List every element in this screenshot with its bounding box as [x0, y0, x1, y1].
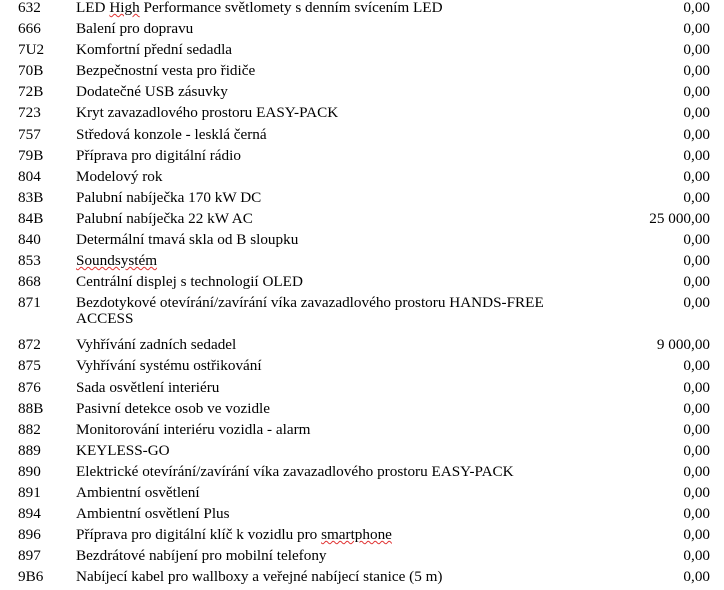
- option-description: [76, 211, 598, 232]
- option-price: 0,00: [683, 125, 710, 143]
- option-description: [76, 84, 598, 105]
- table-row: [18, 295, 710, 337]
- description-post: Performance světlomety s denním svícením LED: [139, 0, 443, 16]
- option-price: 0,00: [683, 294, 710, 312]
- option-description-text: [76, 42, 598, 58]
- description-pre: Příprava pro digitální klíč k vozidlu pro: [76, 526, 322, 544]
- option-description: [76, 548, 598, 569]
- option-price: 0,00: [683, 568, 710, 586]
- vehicle-options-table: [18, 0, 710, 590]
- option-code: 890: [18, 462, 41, 480]
- option-description: [76, 506, 598, 527]
- option-description: [76, 274, 598, 295]
- options-table-body: [18, 0, 710, 590]
- option-description-text: [76, 443, 598, 459]
- option-description: [76, 105, 598, 126]
- option-description: [76, 569, 598, 590]
- option-description: [76, 485, 598, 506]
- spellcheck-marked-word: High: [109, 0, 140, 16]
- option-price: 0,00: [683, 231, 710, 249]
- table-row: [18, 548, 710, 569]
- table-row: [18, 253, 710, 274]
- spellcheck-marked-word: smartphone: [321, 526, 392, 544]
- description-pre: Vyhřívání systému ostřikování: [76, 357, 262, 375]
- option-code: 840: [18, 231, 41, 249]
- table-row: [18, 464, 710, 485]
- description-pre: KEYLESS-GO: [76, 441, 170, 459]
- option-code: 871: [18, 294, 41, 312]
- description-pre: Bezpečnostní vesta pro řidiče: [76, 62, 256, 80]
- option-description: [76, 443, 598, 464]
- table-row: [18, 401, 710, 422]
- option-code: 882: [18, 420, 41, 438]
- description-pre: Palubní nabíječka 170 kW DC: [76, 188, 262, 206]
- option-description-text: [76, 506, 598, 522]
- option-description-text: [76, 527, 598, 543]
- option-price: 0,00: [683, 62, 710, 80]
- table-row: [18, 190, 710, 211]
- option-price: 0,00: [683, 104, 710, 122]
- option-description-text: [76, 380, 598, 396]
- option-description: [76, 42, 598, 63]
- description-pre: Kryt zavazadlového prostoru EASY-PACK: [76, 104, 339, 122]
- option-price: 25 000,00: [649, 209, 710, 227]
- option-code: 83B: [18, 188, 44, 206]
- description-pre: Centrální displej s technologií OLED: [76, 273, 303, 291]
- option-description: [76, 295, 598, 337]
- option-price: 0,00: [683, 357, 710, 375]
- option-price: 0,00: [683, 547, 710, 565]
- option-price: 0,00: [683, 146, 710, 164]
- option-code: 72B: [18, 83, 44, 101]
- description-pre: Příprava pro digitální rádio: [76, 146, 241, 164]
- table-row: [18, 42, 710, 63]
- option-description: [76, 169, 598, 190]
- option-description: [76, 0, 598, 21]
- option-description: [76, 63, 598, 84]
- option-code: 666: [18, 20, 41, 38]
- option-price: 0,00: [683, 41, 710, 59]
- option-description: [76, 232, 598, 253]
- spellcheck-marked-word: Soundsystém: [76, 252, 158, 270]
- description-pre: Balení pro dopravu: [76, 20, 194, 38]
- option-code: 88B: [18, 399, 44, 417]
- table-row: [18, 569, 710, 590]
- option-description: [76, 21, 598, 42]
- option-price: 0,00: [683, 505, 710, 523]
- description-pre: Pasivní detekce osob ve vozidle: [76, 399, 271, 417]
- option-price: 0,00: [683, 399, 710, 417]
- option-description-text: [76, 63, 598, 79]
- option-price: 0,00: [683, 0, 710, 16]
- option-description-text: [76, 232, 598, 248]
- option-description-text: [76, 84, 598, 100]
- option-description-text: [76, 422, 598, 438]
- description-pre: Elektrické otevírání/zavírání víka zavazadlového prostoru EASY-PACK: [76, 462, 514, 480]
- table-row: [18, 232, 710, 253]
- option-price: 0,00: [683, 378, 710, 396]
- description-pre: Nabíjecí kabel pro wallboxy a veřejné nabíjecí stanice (5 m): [76, 568, 443, 586]
- option-price: 0,00: [683, 483, 710, 501]
- option-description-text: [76, 485, 598, 501]
- table-row: [18, 358, 710, 379]
- option-price: 0,00: [683, 273, 710, 291]
- option-description-text: [76, 21, 598, 37]
- table-row: [18, 380, 710, 401]
- option-code: 894: [18, 505, 41, 523]
- option-description-text: [76, 548, 598, 564]
- option-description-text: [76, 569, 598, 585]
- table-row: [18, 169, 710, 190]
- option-description: [76, 527, 598, 548]
- table-row: [18, 506, 710, 527]
- description-pre: Bezdotykové otevírání/zavírání víka zavazadlového prostoru HANDS-FREE ACCESS: [76, 294, 544, 327]
- option-code: 723: [18, 104, 41, 122]
- option-code: 876: [18, 378, 41, 396]
- option-code: 84B: [18, 209, 44, 227]
- table-row: [18, 127, 710, 148]
- option-code: 897: [18, 547, 41, 565]
- option-code: 853: [18, 252, 41, 270]
- description-pre: LED: [76, 0, 110, 16]
- table-row: [18, 105, 710, 126]
- table-row: [18, 84, 710, 105]
- table-row: [18, 527, 710, 548]
- option-code: 632: [18, 0, 41, 16]
- table-row: [18, 148, 710, 169]
- description-pre: Ambientní osvětlení Plus: [76, 505, 230, 523]
- option-code: 804: [18, 167, 41, 185]
- table-row: [18, 63, 710, 84]
- option-description: [76, 422, 598, 443]
- option-code: 872: [18, 336, 41, 354]
- option-price: 0,00: [683, 167, 710, 185]
- description-pre: Palubní nabíječka 22 kW AC: [76, 209, 253, 227]
- option-code: 891: [18, 483, 41, 501]
- description-pre: Bezdrátové nabíjení pro mobilní telefony: [76, 547, 327, 565]
- option-price: 0,00: [683, 441, 710, 459]
- description-pre: Vyhřívání zadních sedadel: [76, 336, 237, 354]
- option-description-text: [76, 211, 598, 227]
- option-description-text: [76, 148, 598, 164]
- table-row: [18, 422, 710, 443]
- option-description-text: [76, 127, 598, 143]
- option-price: 0,00: [683, 20, 710, 38]
- table-row: [18, 0, 710, 21]
- option-code: 70B: [18, 62, 44, 80]
- option-description: [76, 148, 598, 169]
- option-code: 7U2: [18, 41, 45, 59]
- description-pre: Monitorování interiéru vozidla - alarm: [76, 420, 311, 438]
- table-row: [18, 21, 710, 42]
- table-row: [18, 211, 710, 232]
- option-description-text: [76, 190, 598, 206]
- option-price: 0,00: [683, 420, 710, 438]
- option-description-text: [76, 464, 598, 480]
- description-pre: Středová konzole - lesklá černá: [76, 125, 267, 143]
- description-pre: Modelový rok: [76, 167, 163, 185]
- description-pre: Ambientní osvětlení: [76, 483, 200, 501]
- description-pre: Sada osvětlení interiéru: [76, 378, 220, 396]
- option-description: [76, 337, 598, 358]
- option-description-text: [76, 295, 598, 326]
- option-price: 0,00: [683, 526, 710, 544]
- option-code: 868: [18, 273, 41, 291]
- option-description: [76, 358, 598, 379]
- option-price: 9 000,00: [656, 336, 710, 354]
- table-row: [18, 337, 710, 358]
- option-description: [76, 464, 598, 485]
- table-row: [18, 443, 710, 464]
- option-description-text: [76, 0, 598, 16]
- option-price: 0,00: [683, 462, 710, 480]
- option-price: 0,00: [683, 188, 710, 206]
- option-code: 896: [18, 526, 41, 544]
- option-description-text: [76, 358, 598, 374]
- option-description: [76, 127, 598, 148]
- option-code: 875: [18, 357, 41, 375]
- option-description: [76, 401, 598, 422]
- option-description: [76, 190, 598, 211]
- option-code: 9B6: [18, 568, 44, 586]
- option-price: 0,00: [683, 83, 710, 101]
- option-description: [76, 380, 598, 401]
- option-description-text: [76, 337, 598, 353]
- table-row: [18, 485, 710, 506]
- option-description: [76, 253, 598, 274]
- description-pre: Komfortní přední sedadla: [76, 41, 233, 59]
- option-code: 757: [18, 125, 41, 143]
- option-code: 889: [18, 441, 41, 459]
- option-description-text: [76, 105, 598, 121]
- option-price: 0,00: [683, 252, 710, 270]
- table-row: [18, 274, 710, 295]
- option-description-text: [76, 401, 598, 417]
- description-pre: Dodatečné USB zásuvky: [76, 83, 228, 101]
- option-description-text: [76, 169, 598, 185]
- option-description-text: [76, 253, 598, 269]
- option-code: 79B: [18, 146, 44, 164]
- option-description-text: [76, 274, 598, 290]
- description-pre: Determální tmavá skla od B sloupku: [76, 231, 299, 249]
